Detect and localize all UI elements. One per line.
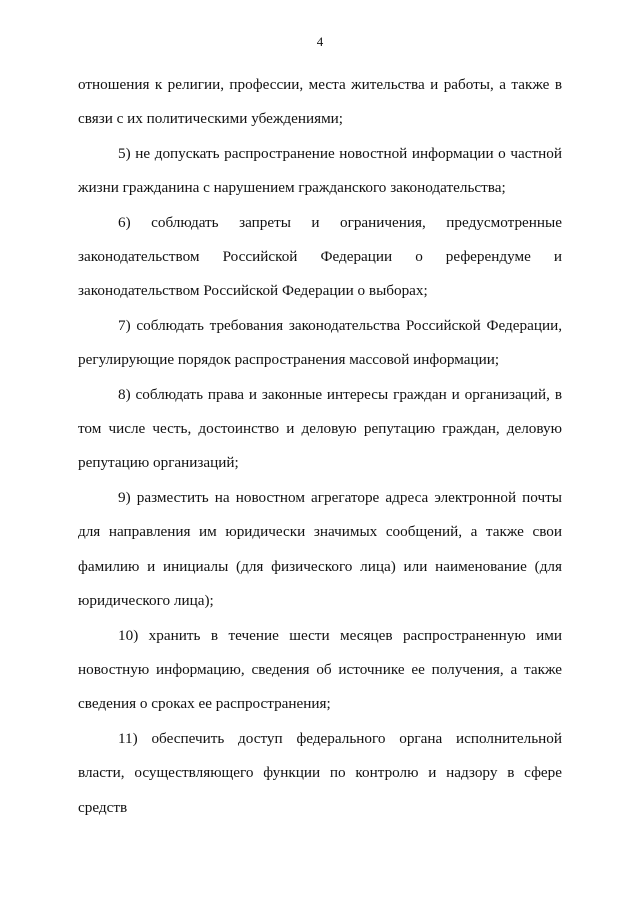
document-body — [78, 68, 562, 825]
paragraph-item-6: 6) соблюдать запреты и ограничения, предусмотренные законодательством Российской Федерации о референдуме и законодательством Российской Федерации о выборах; — [78, 213, 562, 300]
paragraph-item-9: 9) разместить на новостном агрегаторе адреса электронной почты для направления им юридически значимых сообщений, а также свои фамилию и инициалы (для физического лица) или наименование (для юридического лица); — [78, 488, 562, 610]
paragraph-item-11: 11) обеспечить доступ федерального органа исполнительной власти, осуществляющего функции по контролю и надзору в сфере средств — [78, 729, 562, 816]
paragraph-item-8: 8) соблюдать права и законные интересы граждан и организаций, в том числе честь, достоинство и деловую репутацию граждан, деловую репутацию организаций; — [78, 385, 562, 472]
paragraph-item-10: 10) хранить в течение шести месяцев распространенную ими новостную информацию, сведения об источнике ее получения, а также сведения о сроках ее распространения; — [78, 626, 562, 713]
page-number: 4 — [316, 34, 324, 49]
paragraph-item-7: 7) соблюдать требования законодательства Российской Федерации, регулирующие порядок распространения массовой информации; — [78, 316, 562, 369]
paragraph-item-5: 5) не допускать распространение новостной информации о частной жизни гражданина с нарушением гражданского законодательства; — [78, 144, 562, 197]
paragraph-continuation: отношения к религии, профессии, места жительства и работы, а также в связи с их политическими убеждениями; — [78, 76, 562, 128]
